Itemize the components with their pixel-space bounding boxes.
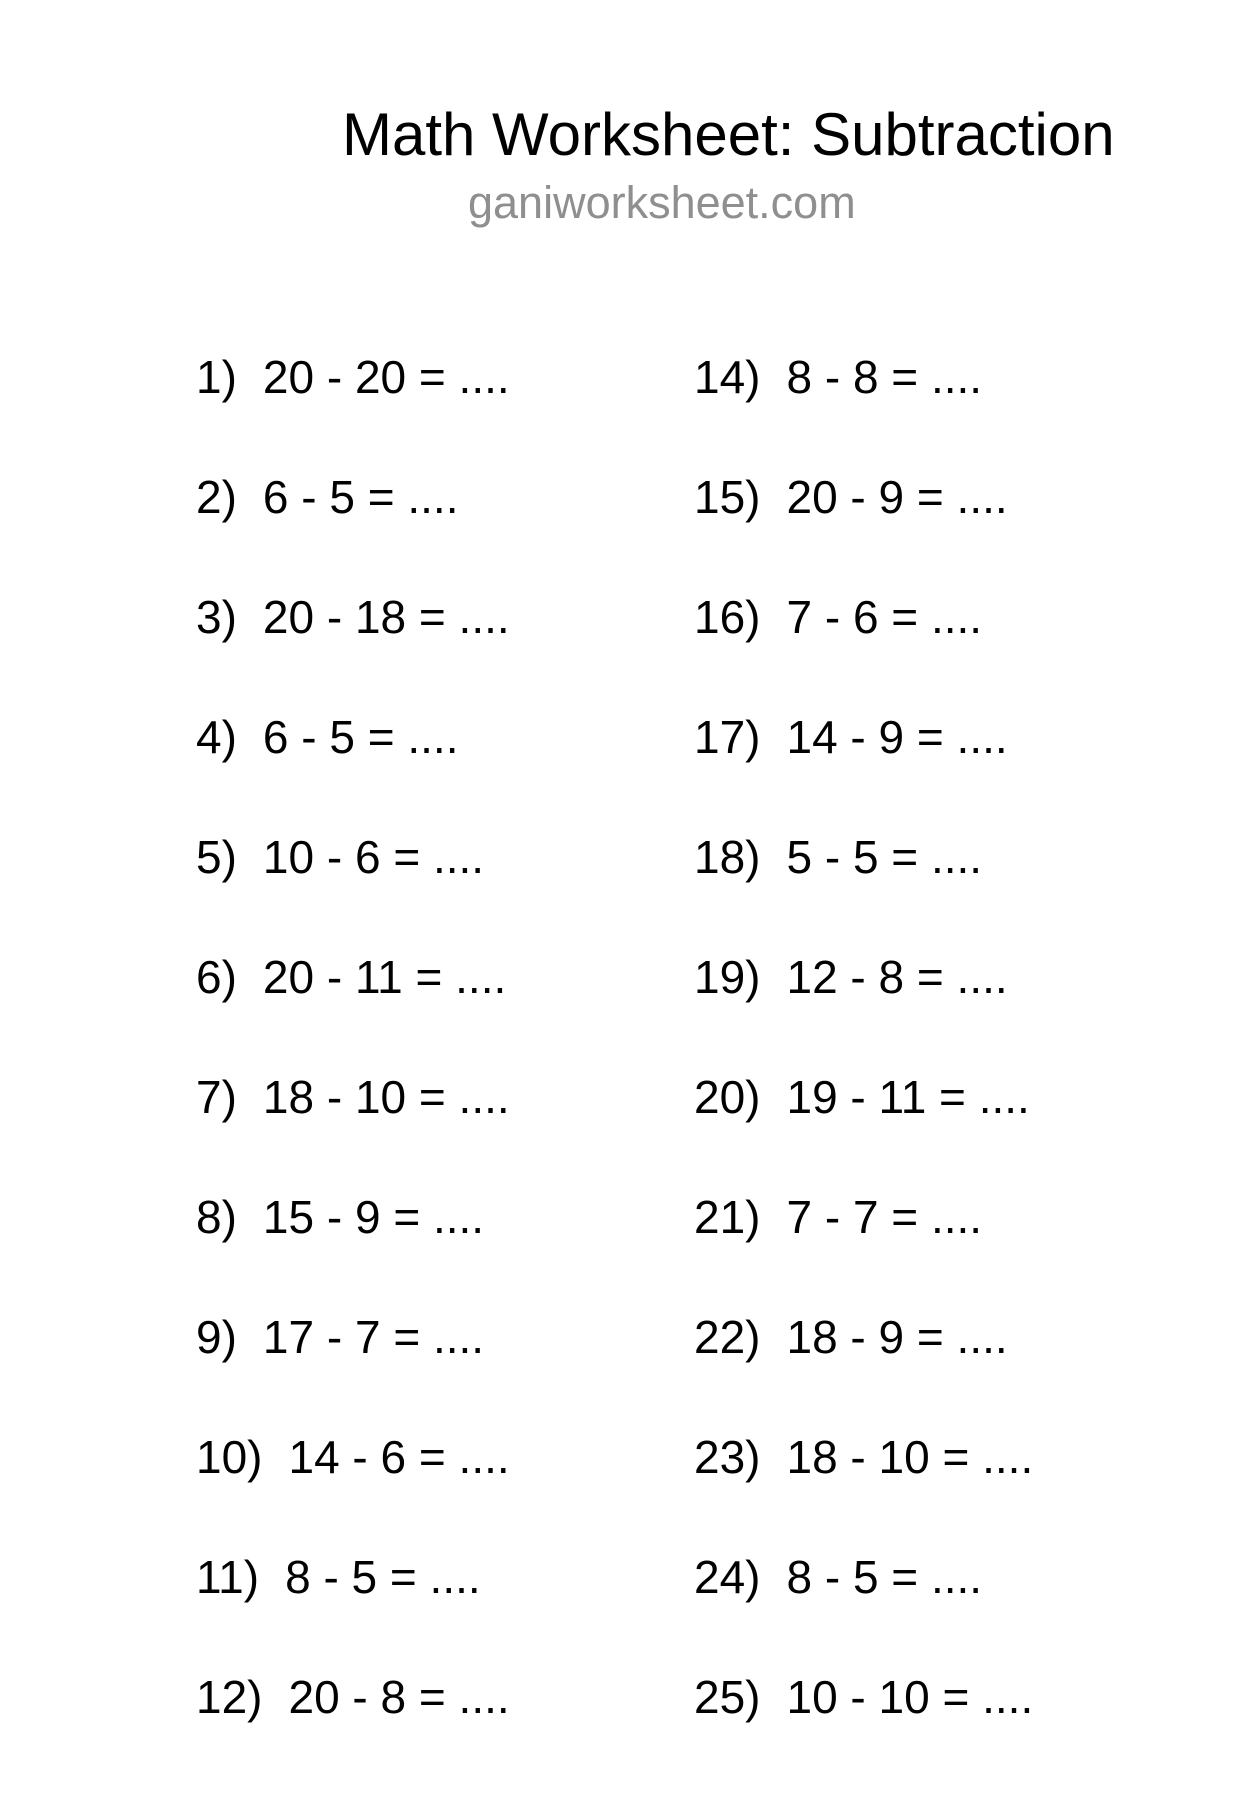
problem-row xyxy=(694,1551,1033,1674)
problem-row xyxy=(196,1431,510,1554)
problem-expression: 14 - 6 = .... xyxy=(288,1431,510,1483)
problem-row xyxy=(196,351,510,474)
problem-expression: 19 - 11 = .... xyxy=(786,1071,1030,1123)
problem-number: 14) xyxy=(694,351,761,403)
problem-expression: 6 - 5 = .... xyxy=(262,711,459,763)
problem-row xyxy=(196,1311,510,1434)
problem-row xyxy=(196,831,510,954)
problem-row xyxy=(694,951,1033,1074)
problem-expression: 14 - 9 = .... xyxy=(786,711,1008,763)
site-watermark: ganiworksheet.com xyxy=(468,177,856,228)
problem-number: 23) xyxy=(694,1431,761,1483)
problem-number: 2) xyxy=(196,471,237,523)
problem-expression: 8 - 8 = .... xyxy=(786,351,983,403)
problem-expression: 18 - 10 = .... xyxy=(786,1431,1034,1483)
problem-row xyxy=(694,351,1033,474)
problem-row xyxy=(694,471,1033,594)
problem-number: 22) xyxy=(694,1311,761,1363)
problem-row xyxy=(196,591,510,714)
problem-number: 8) xyxy=(196,1191,237,1243)
problem-expression: 7 - 7 = .... xyxy=(786,1191,983,1243)
problem-row xyxy=(694,591,1033,714)
problem-expression: 20 - 18 = .... xyxy=(262,591,510,643)
problem-expression: 8 - 5 = .... xyxy=(786,1551,983,1603)
problem-number: 16) xyxy=(694,591,761,643)
problem-expression: 7 - 6 = .... xyxy=(786,591,983,643)
problem-expression: 10 - 6 = .... xyxy=(262,831,485,883)
problem-number: 25) xyxy=(694,1671,761,1723)
problem-expression: 20 - 20 = .... xyxy=(262,351,510,403)
problem-row xyxy=(196,1191,510,1314)
problem-row xyxy=(694,1071,1033,1194)
problem-number: 20) xyxy=(694,1071,761,1123)
problem-number: 4) xyxy=(196,711,237,763)
problem-row xyxy=(694,1431,1034,1554)
problem-expression: 5 - 5 = .... xyxy=(786,831,983,883)
problems-column-right xyxy=(694,351,1034,1794)
problem-row xyxy=(694,711,1033,834)
problem-number: 19) xyxy=(694,951,761,1003)
problem-row xyxy=(196,951,510,1074)
problem-expression: 18 - 9 = .... xyxy=(786,1311,1008,1363)
problem-row xyxy=(196,471,510,594)
problem-number: 12) xyxy=(196,1671,263,1723)
problem-expression: 8 - 5 = .... xyxy=(285,1551,481,1603)
problem-expression: 20 - 9 = .... xyxy=(786,471,1008,523)
problem-number: 9) xyxy=(196,1311,237,1363)
problem-number: 24) xyxy=(694,1551,761,1603)
problem-number: 3) xyxy=(196,591,237,643)
problem-number: 17) xyxy=(694,711,761,763)
problem-expression: 20 - 11 = .... xyxy=(262,951,507,1003)
problems-column-left xyxy=(196,351,510,1794)
problem-number: 10) xyxy=(196,1431,263,1483)
problem-row xyxy=(196,1071,510,1194)
problem-number: 1) xyxy=(196,351,237,403)
problem-number: 5) xyxy=(196,831,237,883)
problem-expression: 15 - 9 = .... xyxy=(262,1191,485,1243)
problem-number: 11) xyxy=(196,1551,260,1603)
problem-expression: 20 - 8 = .... xyxy=(288,1671,510,1723)
problem-row xyxy=(196,1671,510,1794)
problem-number: 21) xyxy=(694,1191,761,1243)
problem-row xyxy=(196,711,510,834)
problem-row xyxy=(694,1191,1033,1314)
problem-number: 18) xyxy=(694,831,761,883)
problem-expression: 18 - 10 = .... xyxy=(262,1071,510,1123)
problem-expression: 6 - 5 = .... xyxy=(262,471,459,523)
page-title: Math Worksheet: Subtraction xyxy=(342,101,1115,168)
problem-expression: 17 - 7 = .... xyxy=(262,1311,485,1363)
problem-number: 7) xyxy=(196,1071,237,1123)
problem-row xyxy=(694,1671,1034,1794)
problem-expression: 12 - 8 = .... xyxy=(786,951,1008,1003)
problem-row xyxy=(196,1551,510,1674)
problem-expression: 10 - 10 = .... xyxy=(786,1671,1034,1723)
problem-number: 15) xyxy=(694,471,761,523)
problem-row xyxy=(694,831,1033,954)
problem-row xyxy=(694,1311,1033,1434)
problem-number: 6) xyxy=(196,951,237,1003)
